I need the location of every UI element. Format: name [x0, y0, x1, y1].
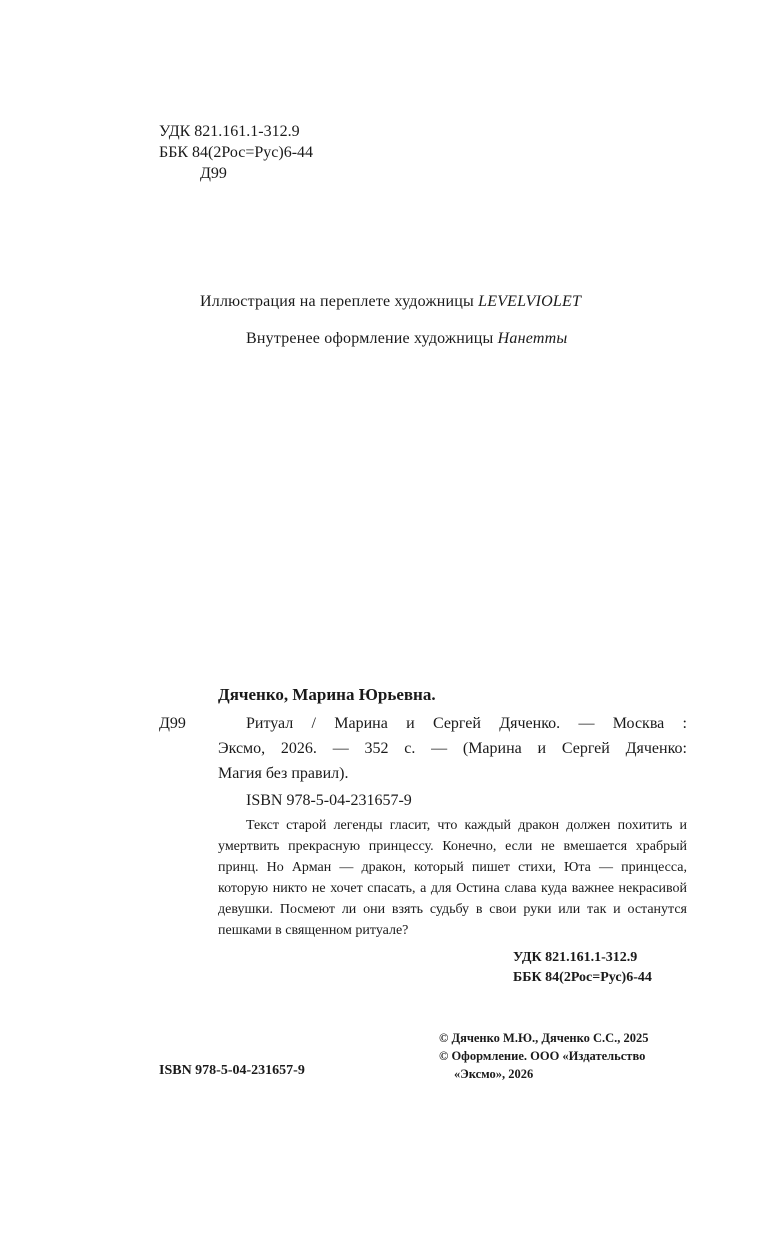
record-line-2: Эксмо, 2026. — 352 с. — (Марина и Сергей Дяченко:	[218, 740, 687, 757]
record-line-1: Ритуал / Марина и Сергей Дяченко. — Москва :	[246, 715, 687, 732]
cover-artist-name: LEVELVIOLET	[478, 293, 582, 310]
record-author-sign: Д99	[159, 715, 186, 732]
interior-credit-prefix: Внутренее оформление художницы	[246, 330, 498, 347]
udk-code-bottom: УДК 821.161.1-312.9	[513, 950, 638, 965]
cover-illustration-credit	[200, 293, 581, 311]
annotation-text: Текст старой легенды гласит, что каждый дракон должен похитить и умертвить прекрасную принцессу. Конечно, если не вмешается храбрый принц. Но Арман — дракон, который пишет стихи, Юта — принцесса, которую никто не хочет спасать, а для Остина слава куда важнее некрасивой девушки. Посмеют ли они взять судьбу в свои руки или так и останутся пешками в священном ритуале?	[218, 818, 687, 938]
bbk-code-bottom: ББК 84(2Рос=Рус)6-44	[513, 970, 652, 985]
interior-design-credit	[246, 330, 567, 348]
copyright-design: © Оформление. ООО «Издательство	[439, 1049, 646, 1063]
record-isbn: ISBN 978-5-04-231657-9	[246, 792, 412, 809]
cover-credit-prefix: Иллюстрация на переплете художницы	[200, 293, 479, 310]
author-heading: Дяченко, Марина Юрьевна.	[218, 685, 436, 704]
record-line-3: Магия без правил).	[218, 765, 349, 782]
copyright-design-cont: «Эксмо», 2026	[454, 1067, 534, 1081]
author-sign-code: Д99	[200, 165, 227, 182]
udk-code: УДК 821.161.1-312.9	[159, 123, 300, 140]
copyright-authors: © Дяченко М.Ю., Дяченко С.С., 2025	[439, 1031, 649, 1045]
bbk-code: ББК 84(2Рос=Рус)6-44	[159, 144, 314, 161]
interior-artist-name: Нанетты	[497, 330, 568, 347]
isbn-bottom: ISBN 978-5-04-231657-9	[159, 1063, 305, 1078]
